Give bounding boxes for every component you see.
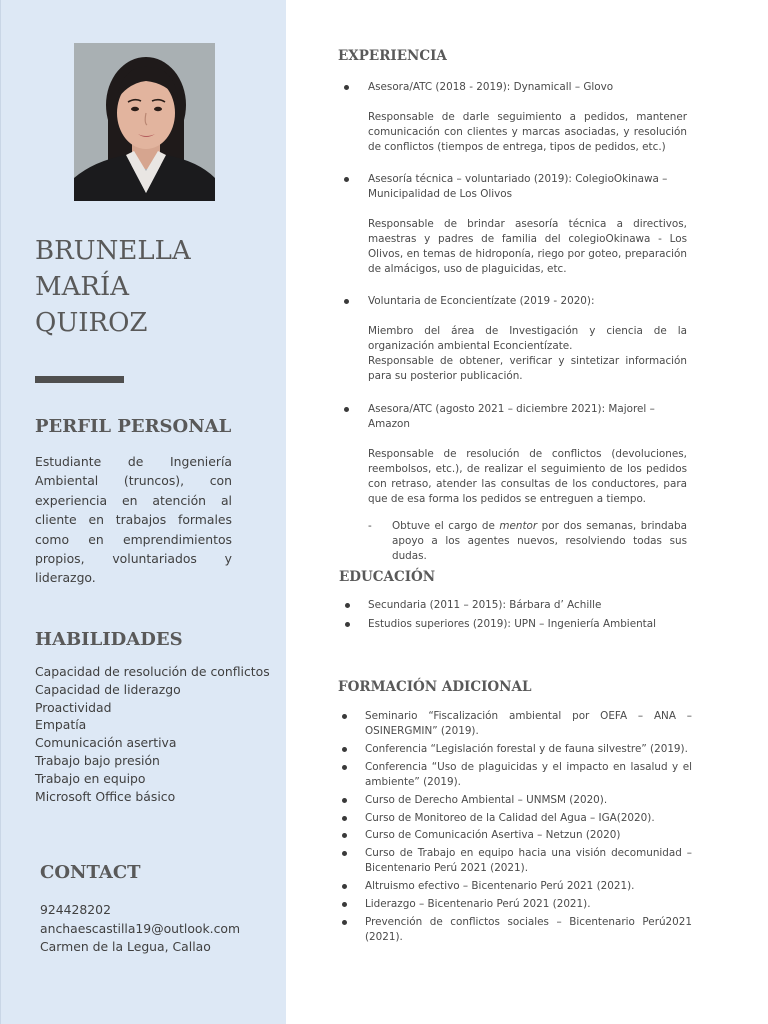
contact-heading: CONTACT <box>40 862 141 883</box>
training-item: Prevención de conflictos sociales – Bicentenario Perú2021 (2021). <box>339 915 692 945</box>
skill-item: Comunicación asertiva <box>35 735 177 751</box>
dash-marker: - <box>368 520 372 532</box>
contact-phone: 924428202 <box>40 902 111 917</box>
subpoint-emphasis: mentor <box>499 520 538 532</box>
divider-bar <box>35 376 124 383</box>
training-item: Altruismo efectivo – Bicentenario Perú 2021 (2021). <box>339 879 692 894</box>
training-item: Liderazgo – Bicentenario Perú 2021 (2021). <box>339 897 692 912</box>
experience-description: Miembro del área de Investigación y ciencia de la organización ambiental Econcientízate. <box>368 325 687 352</box>
skill-item: Capacidad de resolución de conflictos <box>35 664 270 679</box>
training-list <box>339 709 692 948</box>
skill-item: Microsoft Office básico <box>35 788 176 804</box>
profile-text: Estudiante de Ingeniería Ambiental (truncos), con experiencia en atención al cliente en trabajos formales como en emprendimientos propios, voluntariados y liderazgo. <box>35 454 232 586</box>
sidebar <box>0 0 286 1024</box>
experience-entry <box>342 294 687 384</box>
experience-heading: EXPERIENCIA <box>338 48 447 64</box>
experience-description: Responsable de brindar asesoría técnica a directivos, maestras y padres de familia del colegioOkinawa - Los Olivos, en temas de hidroponía, riego por goteo, preparación de almácigos, uso de plaguicidas, etc. <box>368 218 687 275</box>
education-item: Estudios superiores (2019): UPN – Ingeniería Ambiental <box>342 617 688 632</box>
name-line: BRUNELLA <box>35 236 191 266</box>
experience-entry <box>342 80 687 155</box>
experience-description: Responsable de resolución de conflictos (devoluciones, reembolsos, etc.), de realizar el seguimiento de los pedidos con retraso, atender las consultas de los conductores, para que de esa forma los pedidos se entreguen a tiempo. <box>368 448 687 505</box>
profile-heading: PERFIL PERSONAL <box>35 416 232 437</box>
education-heading: EDUCACIÓN <box>339 569 436 585</box>
education-item: Secundaria (2011 – 2015): Bárbara d’ Achille <box>342 598 688 613</box>
experience-entry <box>342 402 687 564</box>
experience-title: Asesora/ATC (agosto 2021 – diciembre 2021): Majorel – Amazon <box>342 402 687 432</box>
training-item: Curso de Monitoreo de la Calidad del Agua – IGA(2020). <box>339 811 692 826</box>
experience-entry <box>342 172 687 277</box>
experience-title: Asesoría técnica – voluntariado (2019): ColegioOkinawa – Municipalidad de Los Olivos <box>342 172 687 202</box>
subpoint-text-part: por dos semanas, brindaba apoyo a los agentes nuevos, resolviendo todas sus dudas. <box>392 520 687 562</box>
contact-block <box>40 901 280 957</box>
name-line: MARÍA <box>35 272 130 302</box>
training-item: Conferencia “Uso de plaguicidas y el impacto en lasalud y el ambiente” (2019). <box>339 760 692 790</box>
profile-photo <box>74 43 215 201</box>
training-item: Curso de Trabajo en equipo hacia una visión decomunidad – Bicentenario Perú 2021 (2021). <box>339 846 692 876</box>
training-item: Seminario “Fiscalización ambiental por OEFA – ANA – OSINERGMIN” (2019). <box>339 709 692 739</box>
skill-item: Proactividad <box>35 699 112 715</box>
education-list <box>342 598 688 636</box>
experience-title: Voluntaria de Econcientízate (2019 - 2020): <box>342 294 687 309</box>
skill-item: Empatía <box>35 717 87 733</box>
full-name <box>35 233 275 341</box>
contact-email: anchaescastilla19@outlook.com <box>40 920 241 936</box>
experience-description: Responsable de darle seguimiento a pedidos, mantener comunicación con clientes y marcas asociadas, y resolución de conflictos (tiempos de entrega, tipos de pedidos, etc.) <box>368 111 687 153</box>
experience-title: Asesora/ATC (2018 - 2019): Dynamicall – Glovo <box>342 80 687 95</box>
skills-heading: HABILIDADES <box>35 629 183 650</box>
skill-item: Trabajo en equipo <box>35 770 146 786</box>
training-item: Curso de Comunicación Asertiva – Netzun (2020) <box>339 828 692 843</box>
subpoint-text <box>392 519 687 564</box>
skill-item: Trabajo bajo presión <box>35 752 160 768</box>
training-heading: FORMACIÓN ADICIONAL <box>338 679 532 695</box>
contact-address: Carmen de la Legua, Callao <box>40 939 211 955</box>
skill-item: Capacidad de liderazgo <box>35 681 181 697</box>
training-item: Curso de Derecho Ambiental – UNMSM (2020). <box>339 793 692 808</box>
name-line: QUIROZ <box>35 308 148 338</box>
training-item: Conferencia “Legislación forestal y de fauna silvestre” (2019). <box>339 742 692 757</box>
skills-list <box>35 663 275 805</box>
subpoint-text-part: Obtuve el cargo de <box>392 520 500 532</box>
experience-description: Responsable de obtener, verificar y sintetizar información para su posterior publicación. <box>368 355 687 382</box>
experience-subpoint <box>342 519 687 564</box>
